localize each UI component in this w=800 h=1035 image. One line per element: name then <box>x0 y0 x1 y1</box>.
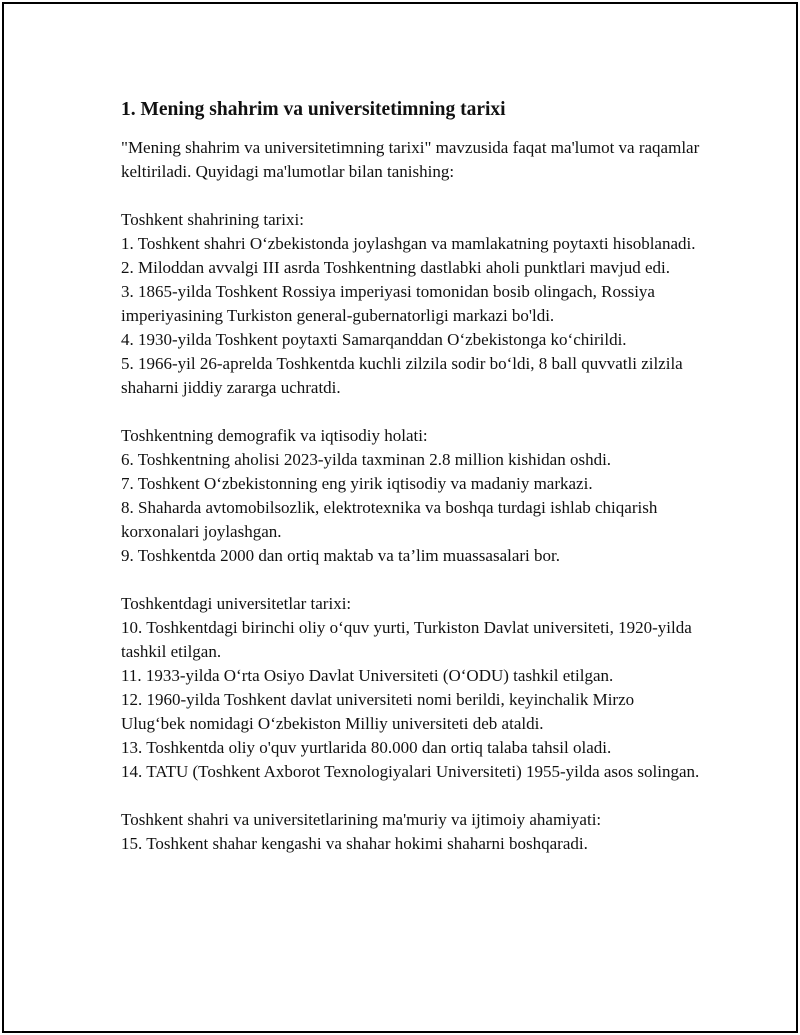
list-item: 15. Toshkent shahar kengashi va shahar hokimi shaharni boshqaradi. <box>121 834 588 853</box>
list-item: 14. TATU (Toshkent Axborot Texnologiyalari Universiteti) 1955-yilda asos solingan. <box>121 762 700 781</box>
document-body <box>121 97 701 856</box>
list-item: 13. Toshkentda oliy o'quv yurtlarida 80.000 dan ortiq talaba tahsil oladi. <box>121 738 612 757</box>
list-item: 4. 1930-yilda Toshkent poytaxti Samarqanddan O‘zbekistonga ko‘chirildi. <box>121 330 627 349</box>
list-item: 5. 1966-yil 26-aprelda Toshkentda kuchli zilzila sodir bo‘ldi, 8 ball quvvatli zilzila shaharni jiddiy zararga uchratdi. <box>121 354 683 397</box>
list-item: 8. Shaharda avtomobilsozlik, elektrotexnika va boshqa turdagi ishlab chiqarish korxonalari joylashgan. <box>121 498 658 541</box>
list-item: 2. Miloddan avvalgi III asrda Toshkentning dastlabki aholi punktlari mavjud edi. <box>121 258 670 277</box>
section-heading: Toshkentdagi universitetlar tarixi: <box>121 594 352 613</box>
list-item: 6. Toshkentning aholisi 2023-yilda taxminan 2.8 million kishidan oshdi. <box>121 450 612 469</box>
section-heading: Toshkent shahrining tarixi: <box>121 210 304 229</box>
list-item: 12. 1960-yilda Toshkent davlat universiteti nomi berildi, keyinchalik Mirzo Ulug‘bek nomidagi O‘zbekiston Milliy universiteti deb ataldi. <box>121 690 635 733</box>
list-item: 7. Toshkent O‘zbekistonning eng yirik iqtisodiy va madaniy markazi. <box>121 474 593 493</box>
document-page <box>2 2 798 1033</box>
list-item: 9. Toshkentda 2000 dan ortiq maktab va ta’lim muassasalari bor. <box>121 546 560 565</box>
section-heading: Toshkentning demografik va iqtisodiy holati: <box>121 426 428 445</box>
section-universities-history <box>121 592 701 784</box>
intro-paragraph: "Mening shahrim va universitetimning tarixi" mavzusida faqat ma'lumot va raqamlar keltiriladi. Quyidagi ma'lumotlar bilan tanishing: <box>121 138 700 181</box>
list-item: 11. 1933-yilda O‘rta Osiyo Davlat Universiteti (O‘ODU) tashkil etilgan. <box>121 666 614 685</box>
list-item: 3. 1865-yilda Toshkent Rossiya imperiyasi tomonidan bosib olingach, Rossiya imperiyasining Turkiston general-gubernatorligi markazi bo'ldi. <box>121 282 655 325</box>
list-item: 10. Toshkentdagi birinchi oliy o‘quv yurti, Turkiston Davlat universiteti, 1920-yilda tashkil etilgan. <box>121 618 692 661</box>
section-administrative-social <box>121 808 701 856</box>
section-demographics-economy <box>121 424 701 568</box>
section-tashkent-history <box>121 208 701 400</box>
list-item: 1. Toshkent shahri O‘zbekistonda joylashgan va mamlakatning poytaxti hisoblanadi. <box>121 234 696 253</box>
section-heading: Toshkent shahri va universitetlarining ma'muriy va ijtimoiy ahamiyati: <box>121 810 602 829</box>
document-title: 1. Mening shahrim va universitetimning tarixi <box>121 99 506 120</box>
